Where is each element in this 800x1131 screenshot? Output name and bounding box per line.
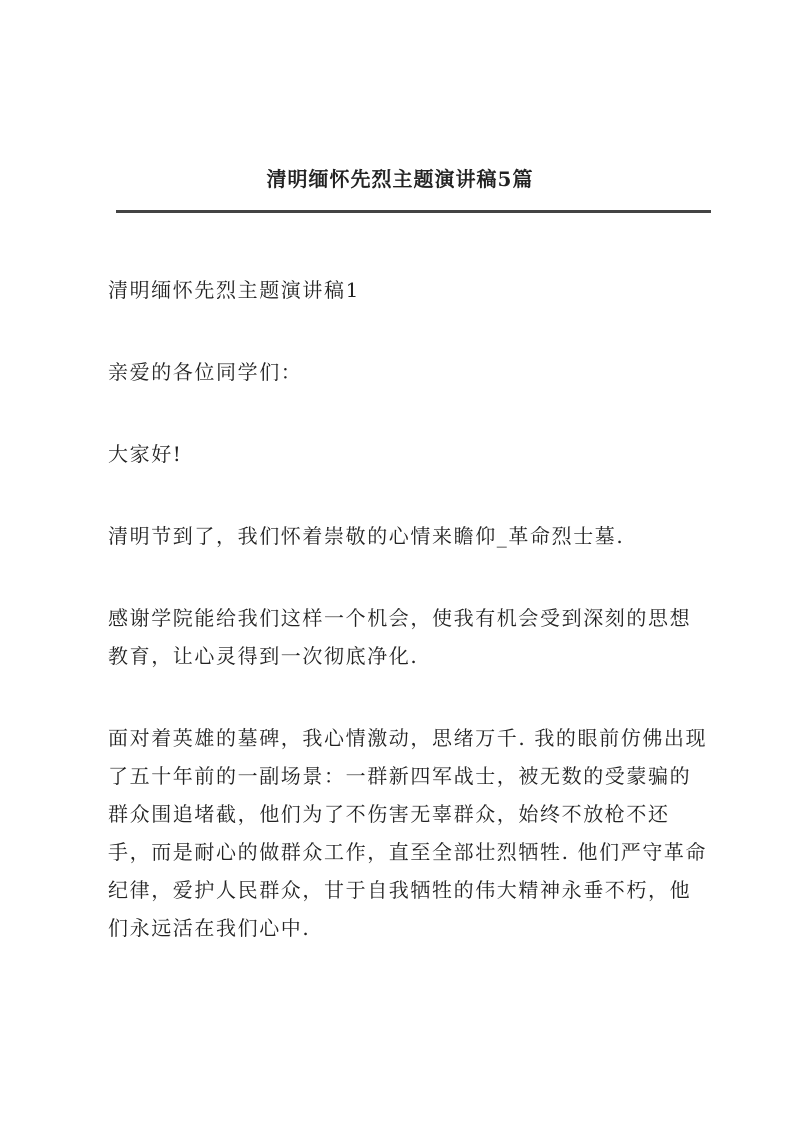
document-title: 清明缅怀先烈主题演讲稿5篇 xyxy=(266,167,534,191)
paragraph: 清明节到了，我们怀着崇敬的心情来瞻仰_革命烈士墓. xyxy=(108,524,625,548)
salutation: 亲爱的各位同学们： xyxy=(108,360,303,384)
paragraph: 感谢学院能给我们这样一个机会，使我有机会受到深刻的思想教育，让心灵得到一次彻底净化. xyxy=(108,606,692,668)
title-underline xyxy=(116,210,711,213)
paragraph: 面对着英雄的墓碑，我心情激动，思绪万千. 我的眼前仿佛出现了五十年前的一副场景：一群新四军战士，被无数的受蒙骗的群众围追堵截，他们为了不伤害无辜群众，始终不放枪不还手，而是耐心的做群众工作，直至全部壮烈牺牲. 他们严守革命纪律，爱护人民群众，甘于自我牺牲的伟大精神永垂不朽，他们永远活在我们心中. xyxy=(108,726,708,940)
greeting: 大家好! xyxy=(108,442,183,466)
document-body xyxy=(108,271,712,991)
section-heading: 清明缅怀先烈主题演讲稿1 xyxy=(108,278,360,302)
